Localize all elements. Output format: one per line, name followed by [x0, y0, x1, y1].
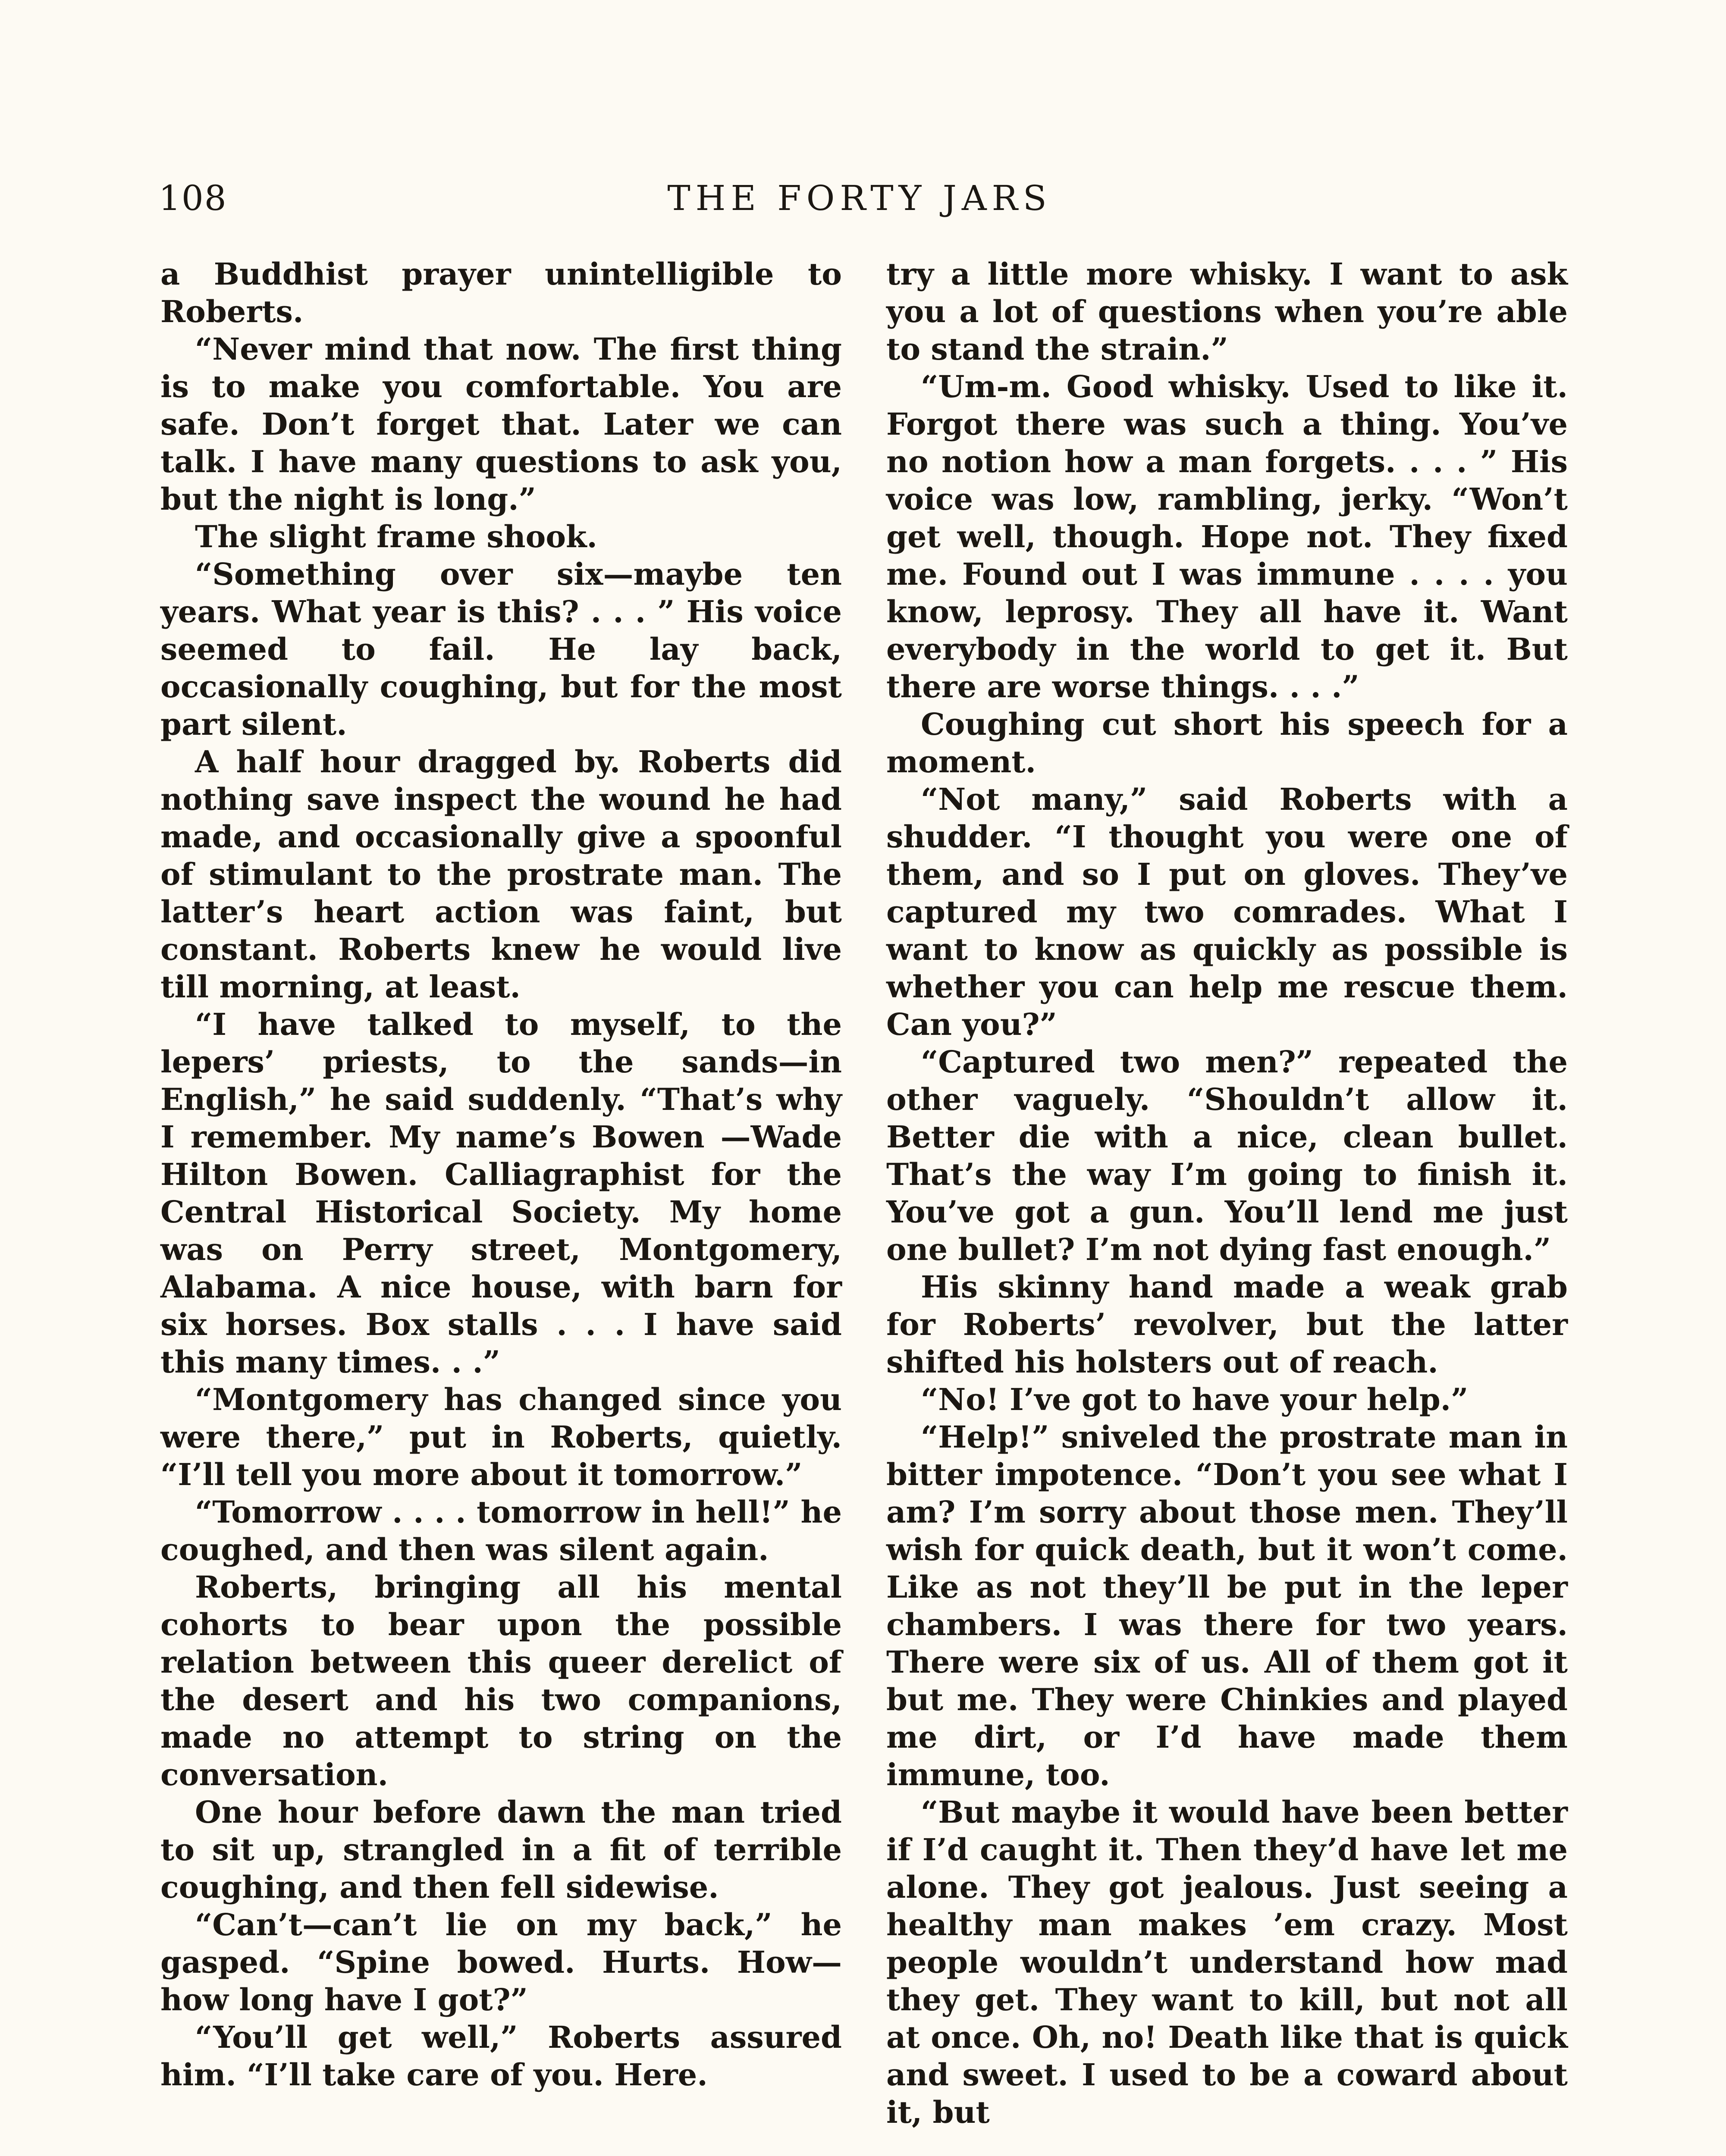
paragraph: “Help!” sniveled the prostrate man in bitter impotence. “Don’t you see what I am? I’m sorry about those men. They’ll wish for quick death, but it won’t come. Like as not they’ll be put in the leper chambers. I was there for two years. There were six of us. All of them got it but me. They were Chinkies and played me dirt, or I’d have made them immune, too.	[886, 1419, 1568, 1792]
paragraph: “No! I’ve got to have your help.”	[921, 1382, 1469, 1417]
paragraph: A half hour dragged by. Roberts did nothing save inspect the wound he had made, and occasionally give a spoonful of stimulant to the prostrate man. The latter’s heart action was faint, but constant. Roberts knew he would live till morning, at least.	[160, 744, 842, 1005]
paragraph: “But maybe it would have been better if I’d caught it. Then they’d have let me alone. They got jealous. Just seeing a healthy man makes ’em crazy. Most people wouldn’t understand how mad they get. They want to kill, but not all at once. Oh, no! Death like that is quick and sweet. I used to be a coward about it, but	[886, 1794, 1568, 2130]
paragraph: “Um-m. Good whisky. Used to like it. Forgot there was such a thing. You’ve no notion how a man forgets. . . . ” His voice was low, rambling, jerky. “Won’t get well, though. Hope not. They fixed me. Found out I was immune . . . . you know, leprosy. They all have it. Want everybody in the world to get it. But there are worse things. . . .”	[886, 369, 1568, 705]
paragraph: “I have talked to myself, to the lepers’ priests, to the sands—in English,” he said suddenly. “That’s why I remember. My name’s Bowen —Wade Hilton Bowen. Calliagraphist for the Central Historical Society. My home was on Perry street, Montgomery, Alabama. A nice house, with barn for six horses. Box stalls . . . I have said this many times. . .”	[160, 1006, 842, 1380]
paragraph: Roberts, bringing all his mental cohorts to bear upon the possible relation between this queer derelict of the desert and his two companions, made no attempt to string on the conversation.	[160, 1569, 842, 1792]
paragraph: “You’ll get well,” Roberts assured him. “I’ll take care of you. Here.	[160, 2019, 842, 2093]
paragraph: The slight frame shook.	[195, 519, 597, 555]
paragraph: “Captured two men?” repeated the other vaguely. “Shouldn’t allow it. Better die with a nice, clean bullet. That’s the way I’m going to finish it. You’ve got a gun. You’ll lend me just one bullet? I’m not dying fast enough.”	[886, 1044, 1568, 1267]
page-number: 108	[159, 178, 227, 218]
paragraph: “Never mind that now. The first thing is to make you comfortable. You are safe. Don’t forget that. Later we can talk. I have many questions to ask you, but the night is long.”	[160, 331, 842, 517]
paragraph: One hour before dawn the man tried to sit up, strangled in a fit of terrible coughing, and then fell sidewise.	[160, 1794, 842, 1905]
left-text-column	[160, 255, 842, 2156]
paragraph: “Not many,” said Roberts with a shudder. “I thought you were one of them, and so I put on gloves. They’ve captured my two comrades. What I want to know as quickly as possible is whether you can help me rescue them. Can you?”	[886, 781, 1568, 1042]
page-header	[159, 172, 1560, 224]
paragraph: try a little more whisky. I want to ask you a lot of questions when you’re able to stand the strain.”	[886, 256, 1568, 367]
paragraph: His skinny hand made a weak grab for Roberts’ revolver, but the latter shifted his holsters out of reach.	[886, 1269, 1568, 1380]
paragraph: “Tomorrow . . . . tomorrow in hell!” he coughed, and then was silent again.	[160, 1494, 842, 1567]
paragraph: a Buddhist prayer unintelligible to Roberts.	[160, 256, 842, 329]
paragraph: Coughing cut short his speech for a moment.	[886, 706, 1568, 780]
paragraph: “Something over six—maybe ten years. What year is this? . . . ” His voice seemed to fail. He lay back, occasionally coughing, but for the most part silent.	[160, 556, 842, 742]
paragraph: “Can’t—can’t lie on my back,” he gasped. “Spine bowed. Hurts. How—how long have I got?”	[160, 1907, 842, 2018]
running-title: THE FORTY JARS	[667, 178, 1052, 218]
right-text-column	[886, 255, 1568, 2156]
paragraph: “Montgomery has changed since you were there,” put in Roberts, quietly. “I’ll tell you more about it tomorrow.”	[160, 1382, 842, 1492]
